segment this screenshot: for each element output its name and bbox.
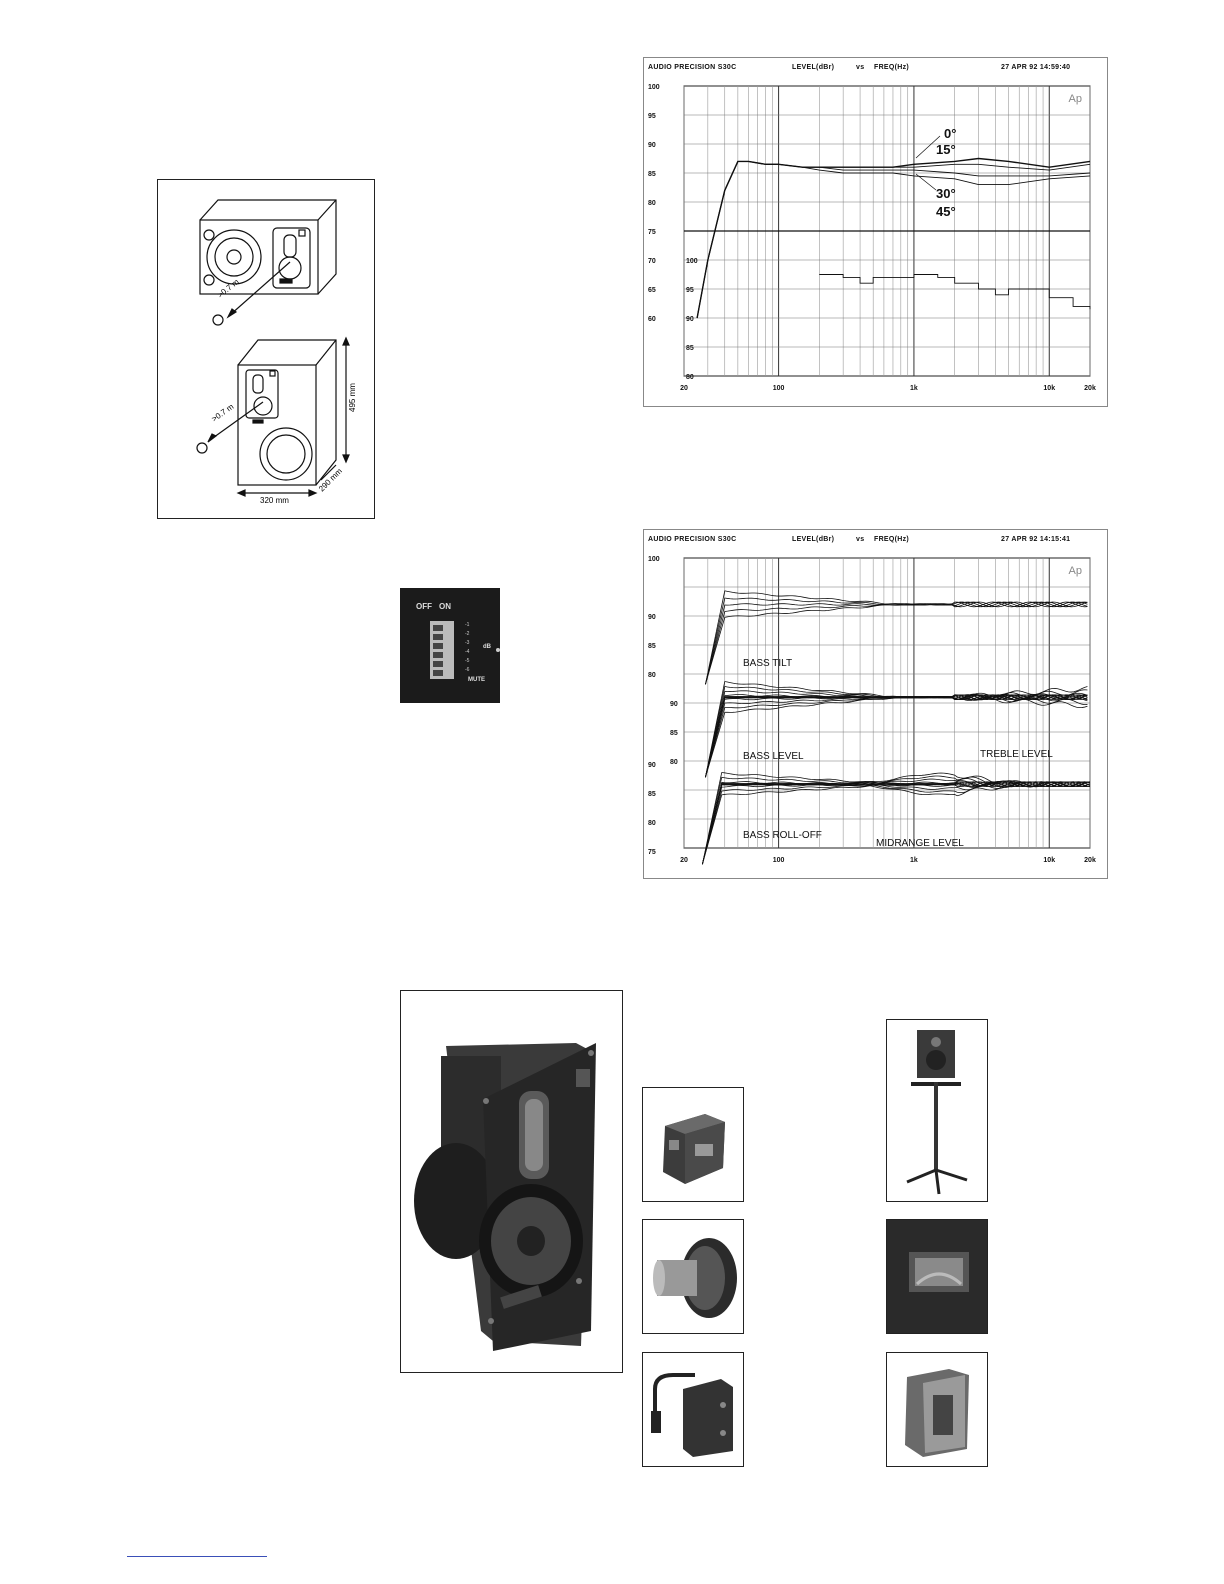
response-curve [705, 693, 1087, 777]
response-curve [705, 695, 1087, 777]
y-tick-label: 100 [648, 556, 660, 563]
placement-drawing [158, 180, 374, 518]
y-tick-label-inner: 85 [686, 345, 694, 352]
directivity-chart [643, 57, 1108, 407]
y-tick-label: 90 [648, 142, 656, 149]
floor-stand-photo [886, 1019, 988, 1202]
dip-position: -1 [465, 622, 470, 628]
response-curve [702, 782, 1089, 864]
response-curve [702, 782, 1089, 864]
y-tick-label: 70 [648, 258, 656, 265]
response-line-45deg [697, 161, 1090, 318]
y-tick-label: 60 [648, 316, 656, 323]
chart2-vs: vs [856, 536, 865, 543]
y-tick-label: 85 [648, 790, 656, 798]
x-tick-label: 20k [1084, 385, 1096, 392]
response-curve [702, 782, 1089, 865]
response-curve [702, 782, 1089, 864]
response-curve [705, 695, 1087, 778]
handle-photo [886, 1219, 988, 1334]
y-tick-label-inner: 95 [686, 287, 694, 294]
angle-label-15: 15° [936, 142, 956, 157]
distance-label-top: >0.7 m [215, 277, 241, 300]
response-line-0deg [697, 159, 1090, 319]
group-label-bass-tilt: BASS TILT [743, 658, 793, 669]
response-curve [705, 695, 1087, 777]
dip-position: -5 [465, 658, 470, 664]
dip-position: -3 [465, 640, 470, 646]
response-curve [705, 695, 1087, 777]
dip-position: -6 [465, 667, 470, 673]
chart1-vs: vs [856, 64, 865, 71]
depth-dimension: 290 mm [317, 466, 344, 494]
distance-label-bottom: >0.7 m [209, 402, 236, 424]
response-line-30deg [697, 161, 1090, 318]
angle-label-45: 45° [936, 204, 956, 219]
x-tick-label: 10k [1043, 385, 1056, 392]
y-tick-label: 90 [670, 701, 678, 708]
y-tick-label: 90 [648, 614, 656, 621]
y-tick-label: 80 [648, 819, 656, 827]
response-curve [702, 779, 1089, 865]
response-curve [705, 602, 1087, 684]
response-curve [702, 782, 1089, 864]
ap-logo: Ap [1068, 565, 1082, 577]
response-curve [702, 781, 1089, 865]
group-label-treble-level: TREBLE LEVEL [980, 749, 1053, 760]
y-tick-label: 85 [670, 730, 678, 737]
chart2-instrument: AUDIO PRECISION S30C [648, 536, 737, 543]
flight-case-photo [642, 1087, 744, 1202]
x-tick-label: 20 [680, 385, 688, 392]
response-curve [705, 696, 1087, 778]
tone-controls-chart [643, 529, 1108, 879]
y-tick-label: 75 [648, 848, 656, 856]
x-tick-label: 1k [910, 857, 918, 864]
height-dimension: 495 mm [348, 383, 357, 412]
y-tick-label-inner: 100 [686, 258, 698, 265]
chart2-timestamp: 27 APR 92 14:15:41 [1001, 536, 1071, 543]
dip-position: -2 [465, 631, 470, 637]
placement-diagram [157, 179, 375, 519]
response-line-15deg [697, 161, 1090, 318]
dip-on-label: ON [439, 602, 451, 611]
y-tick-label: 80 [648, 672, 656, 679]
dip-position-list [465, 621, 479, 677]
width-dimension: 320 mm [260, 496, 289, 505]
chart1-instrument: AUDIO PRECISION S30C [648, 64, 737, 71]
footer-link-underline [127, 1556, 267, 1557]
response-curve [702, 782, 1089, 864]
y-tick-label: 90 [648, 761, 656, 769]
protective-cover-photo [886, 1352, 988, 1467]
chart1-axis: FREQ(Hz) [874, 64, 910, 71]
angle-label-30: 30° [936, 186, 956, 201]
dip-position: -4 [465, 649, 470, 655]
response-curve [705, 691, 1087, 777]
group-label-midrange-level: MIDRANGE LEVEL [876, 838, 964, 849]
y-tick-label: 95 [648, 113, 656, 120]
x-tick-label: 100 [772, 857, 785, 864]
ap-logo: Ap [1068, 93, 1082, 105]
x-tick-label: 10k [1043, 857, 1056, 864]
dip-off-label: OFF [416, 602, 432, 611]
response-curve [702, 782, 1089, 864]
x-tick-label: 20 [680, 857, 688, 864]
y-tick-label: 85 [648, 643, 656, 650]
driver-module-illustration [401, 991, 622, 1372]
group-label-bass-roll-off: BASS ROLL-OFF [743, 830, 822, 841]
woofer-driver-photo [642, 1219, 744, 1334]
response-curve [702, 777, 1089, 864]
chart2-plot [644, 530, 1107, 878]
chart1-measure: LEVEL(dBr) [792, 64, 835, 71]
driver-module-photo [400, 990, 623, 1373]
dip-db-label: dB [483, 644, 491, 650]
x-tick-label: 1k [910, 385, 918, 392]
dip-mute-label: MUTE [468, 677, 485, 683]
y-tick-label: 85 [648, 171, 656, 178]
chart2-measure: LEVEL(dBr) [792, 536, 835, 543]
y-tick-label: 80 [670, 759, 678, 766]
response-curve [705, 695, 1087, 777]
response-curve [702, 782, 1089, 864]
response-curve [705, 695, 1087, 777]
y-tick-label: 80 [648, 200, 656, 207]
x-tick-label: 20k [1084, 857, 1096, 864]
y-tick-label: 100 [648, 84, 660, 91]
chart1-timestamp: 27 APR 92 14:59:40 [1001, 64, 1071, 71]
wall-mount-photo [642, 1352, 744, 1467]
x-tick-label: 100 [772, 385, 785, 392]
chart1-plot [644, 58, 1107, 406]
y-tick-label-inner: 80 [686, 374, 694, 381]
group-label-bass-level: BASS LEVEL [743, 751, 804, 762]
response-curve [705, 695, 1087, 777]
chart2-axis: FREQ(Hz) [874, 536, 910, 543]
response-curve [705, 598, 1087, 684]
dip-switch-photo [400, 588, 500, 703]
y-tick-label: 75 [648, 229, 656, 236]
y-tick-label-inner: 90 [686, 316, 694, 323]
angle-label-0: 0° [944, 126, 957, 141]
y-tick-label: 65 [648, 287, 656, 294]
